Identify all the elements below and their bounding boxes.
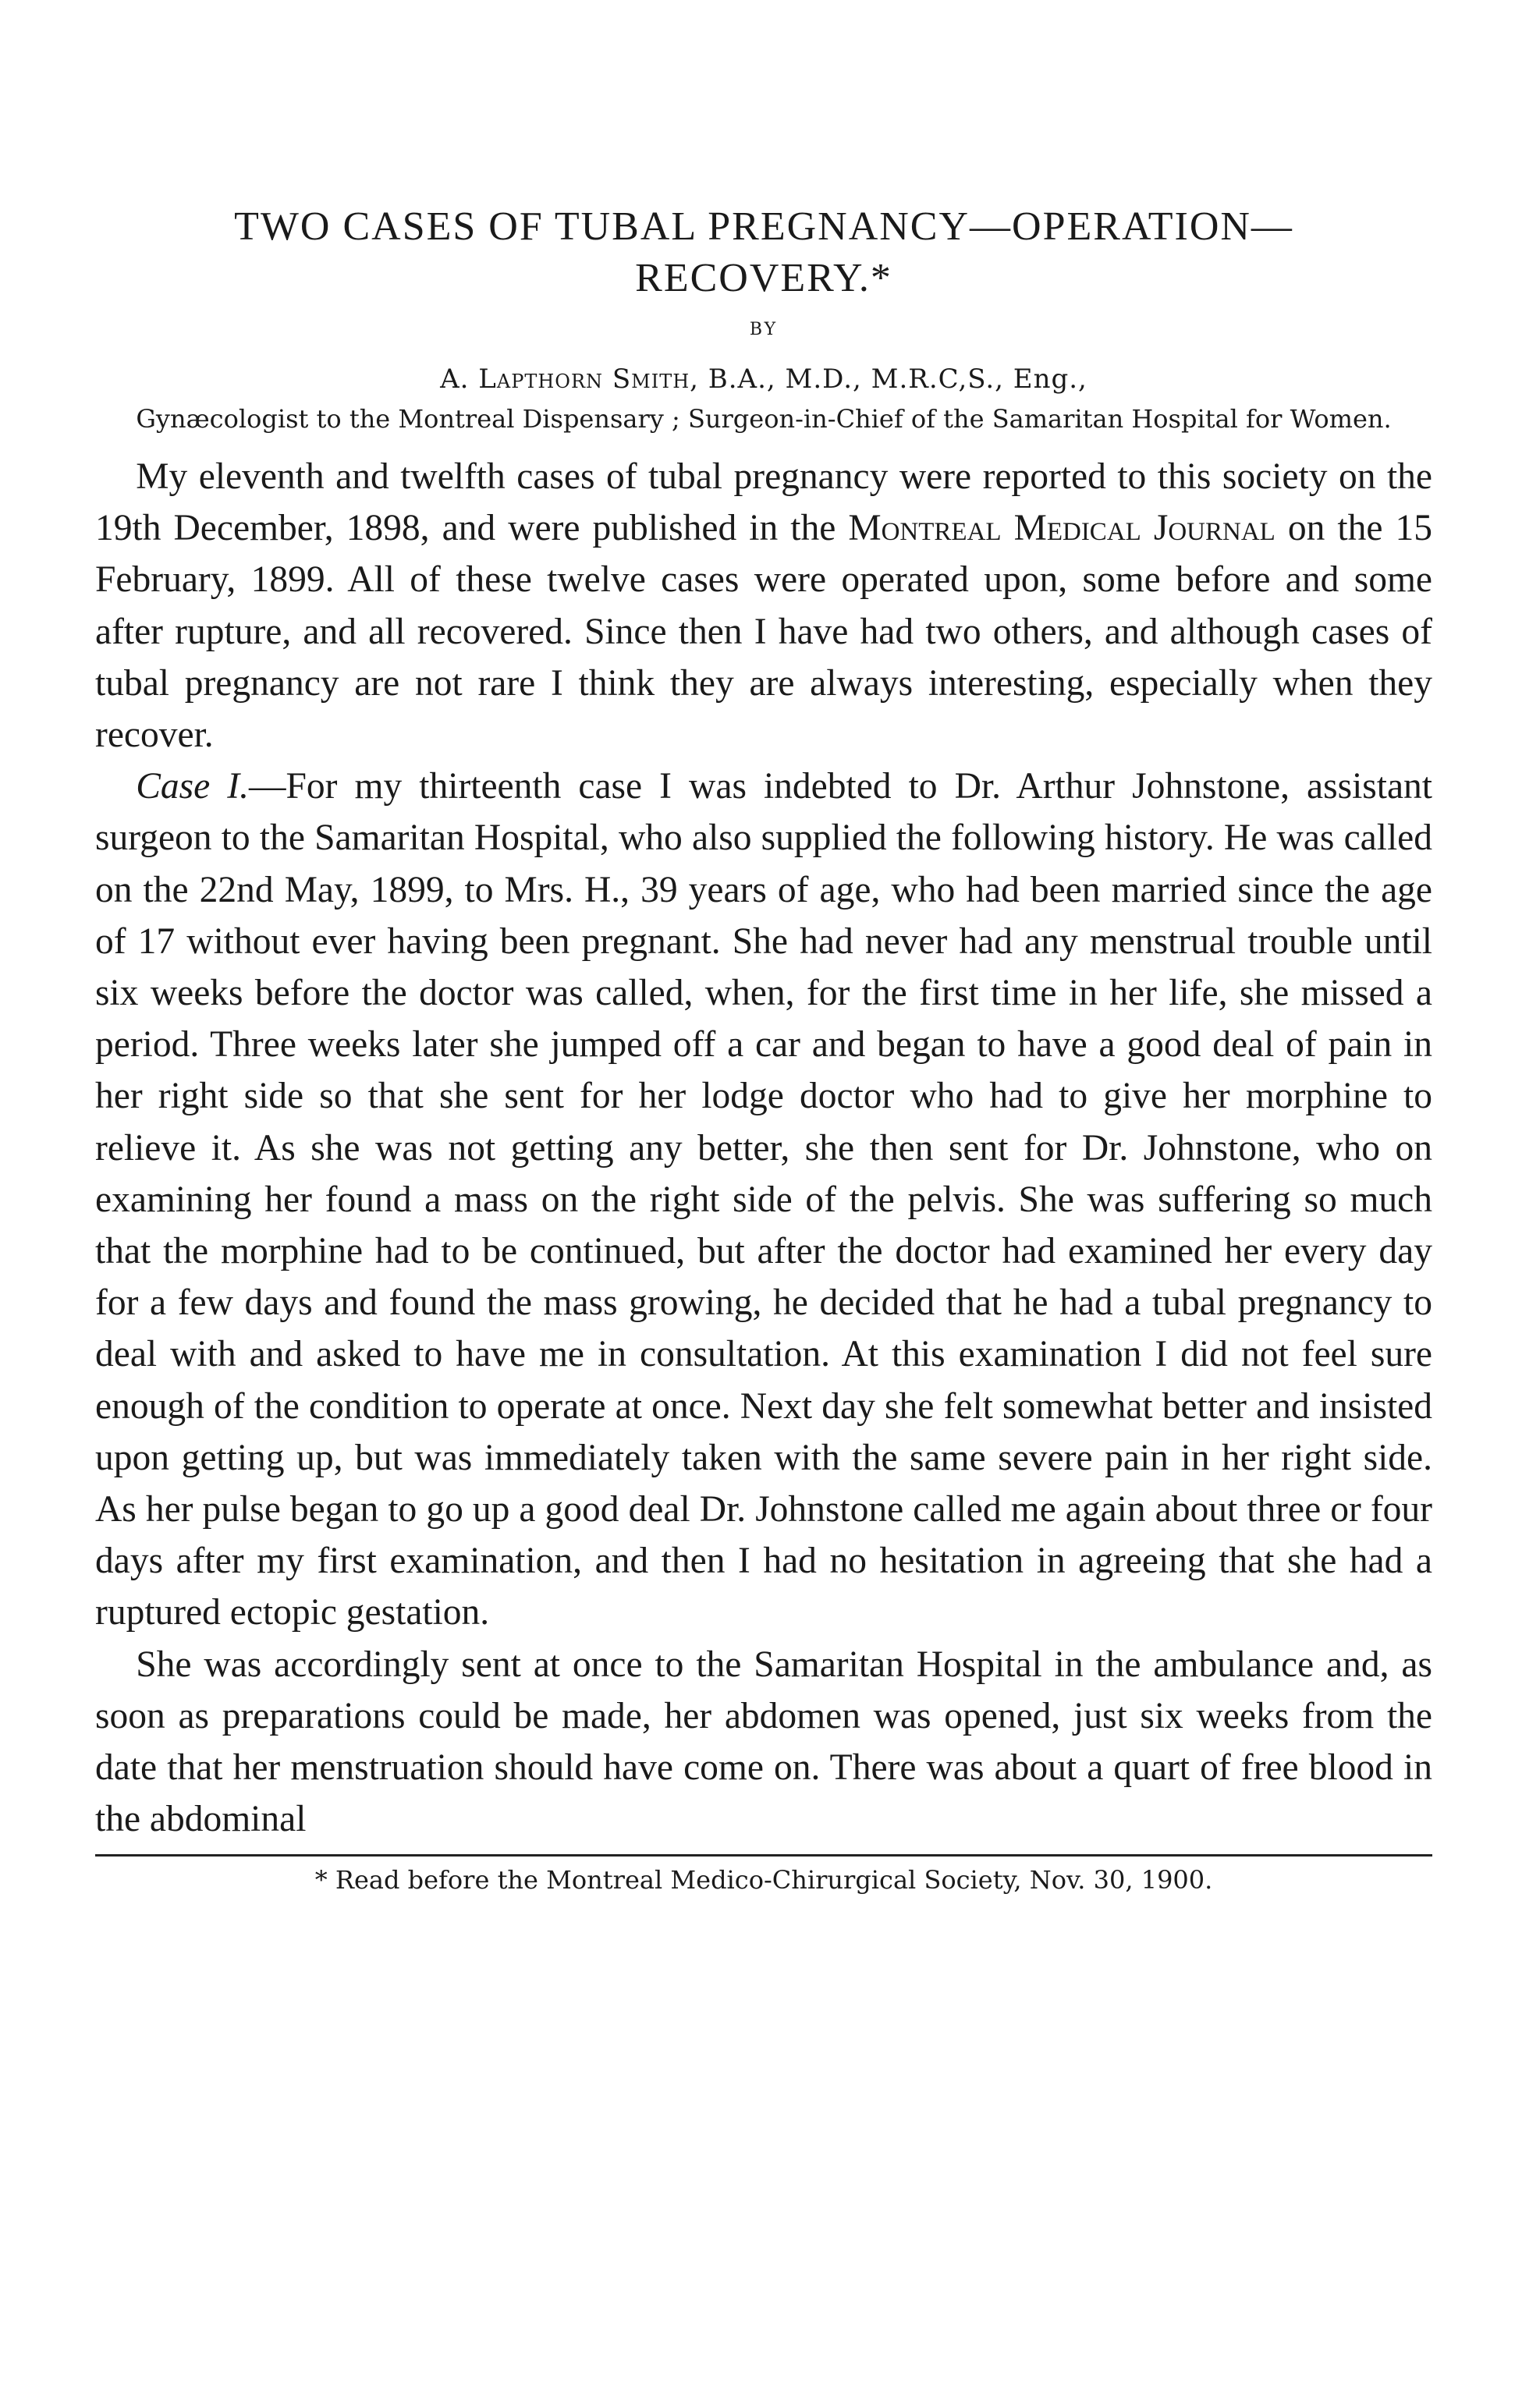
paragraph-intro-part2: on the 15 February, 1899. All of these twelve cases were operated upon, some before and some after rupture, and all recovered. Since then I have had two others, and although cases of tubal pregnancy are not rare I think they are always interesting, especially when they recover. <box>95 508 1432 756</box>
title-line-1: TWO CASES OF TUBAL PREGNANCY—OPERATION— <box>234 204 1293 249</box>
journal-name: Montreal Medical Journal <box>848 508 1276 549</box>
author-name: Lapthorn Smith, <box>478 364 699 395</box>
case-label: Case I. <box>136 766 250 807</box>
paragraph-operation-text: She was accordingly sent at once to the Samaritan Hospital in the ambulance and, as soon as preparations could be made, her abdomen was opened, just six weeks from the date that her menstruation should have come on. There was about a quart of free blood in the abdominal <box>95 1644 1432 1840</box>
paragraph-case-1 <box>95 761 1432 1638</box>
page <box>95 201 1432 1899</box>
paragraph-operation <box>95 1639 1432 1846</box>
title-line-2: RECOVERY.* <box>635 256 892 300</box>
paragraph-case-1-text: —For my thirteenth case I was indebted to Dr. Arthur Johnstone, assistant surgeon to the Samaritan Hospital, who also supplied the following history. He was called on the 22nd May, 1899, to Mrs. H., 39 years of age, who had been married since the age of 17 without ever having been pregnant. She had never had any menstrual trouble until six weeks before the doctor was called, when, for the first time in her life, she missed a period. Three weeks later she jumped off a car and began to have a good deal of pain in her right side so that she sent for her lodge doctor who had to give her morphine to relieve it. As she was not getting any better, she then sent for Dr. Johnstone, who on examining her found a mass on the right side of the pelvis. She was suffering so much that the morphine had to be continued, but after the doctor had examined her every day for a few days and found the mass growing, he decided that he had a tubal pregnancy to deal with and asked to have me in consultation. At this examination I did not feel sure enough of the condition to operate at once. Next day she felt somewhat better and insisted upon getting up, but was immediately taken with the same severe pain in her right side. As her pulse began to go up a good deal Dr. Johnstone called me again about three or four days after my first examination, and then I had no hesitation in agreeing that she had a ruptured ectopic gestation. <box>95 766 1433 1633</box>
author-line <box>95 362 1432 396</box>
article-title <box>95 201 1432 304</box>
article-body <box>95 451 1432 1845</box>
paragraph-intro <box>95 451 1432 761</box>
author-initial: A. <box>440 364 470 395</box>
paragraph-intro-part1: My eleventh and twelfth cases of tubal pregnancy were reported to this society on the 19th December, 1898, and were published in the <box>95 456 1432 549</box>
author-affiliation: Gynæcologist to the Montreal Dispensary ; Surgeon-in-Chief of the Samaritan Hospital for Women. <box>136 404 1392 434</box>
footnote-rule <box>95 1854 1432 1857</box>
footnote: * Read before the Montreal Medico-Chirurgical Society, Nov. 30, 1900. <box>314 1865 1213 1896</box>
author-degrees: B.A., M.D., M.R.C,S., Eng., <box>708 364 1087 395</box>
byline-label: BY <box>749 320 779 339</box>
